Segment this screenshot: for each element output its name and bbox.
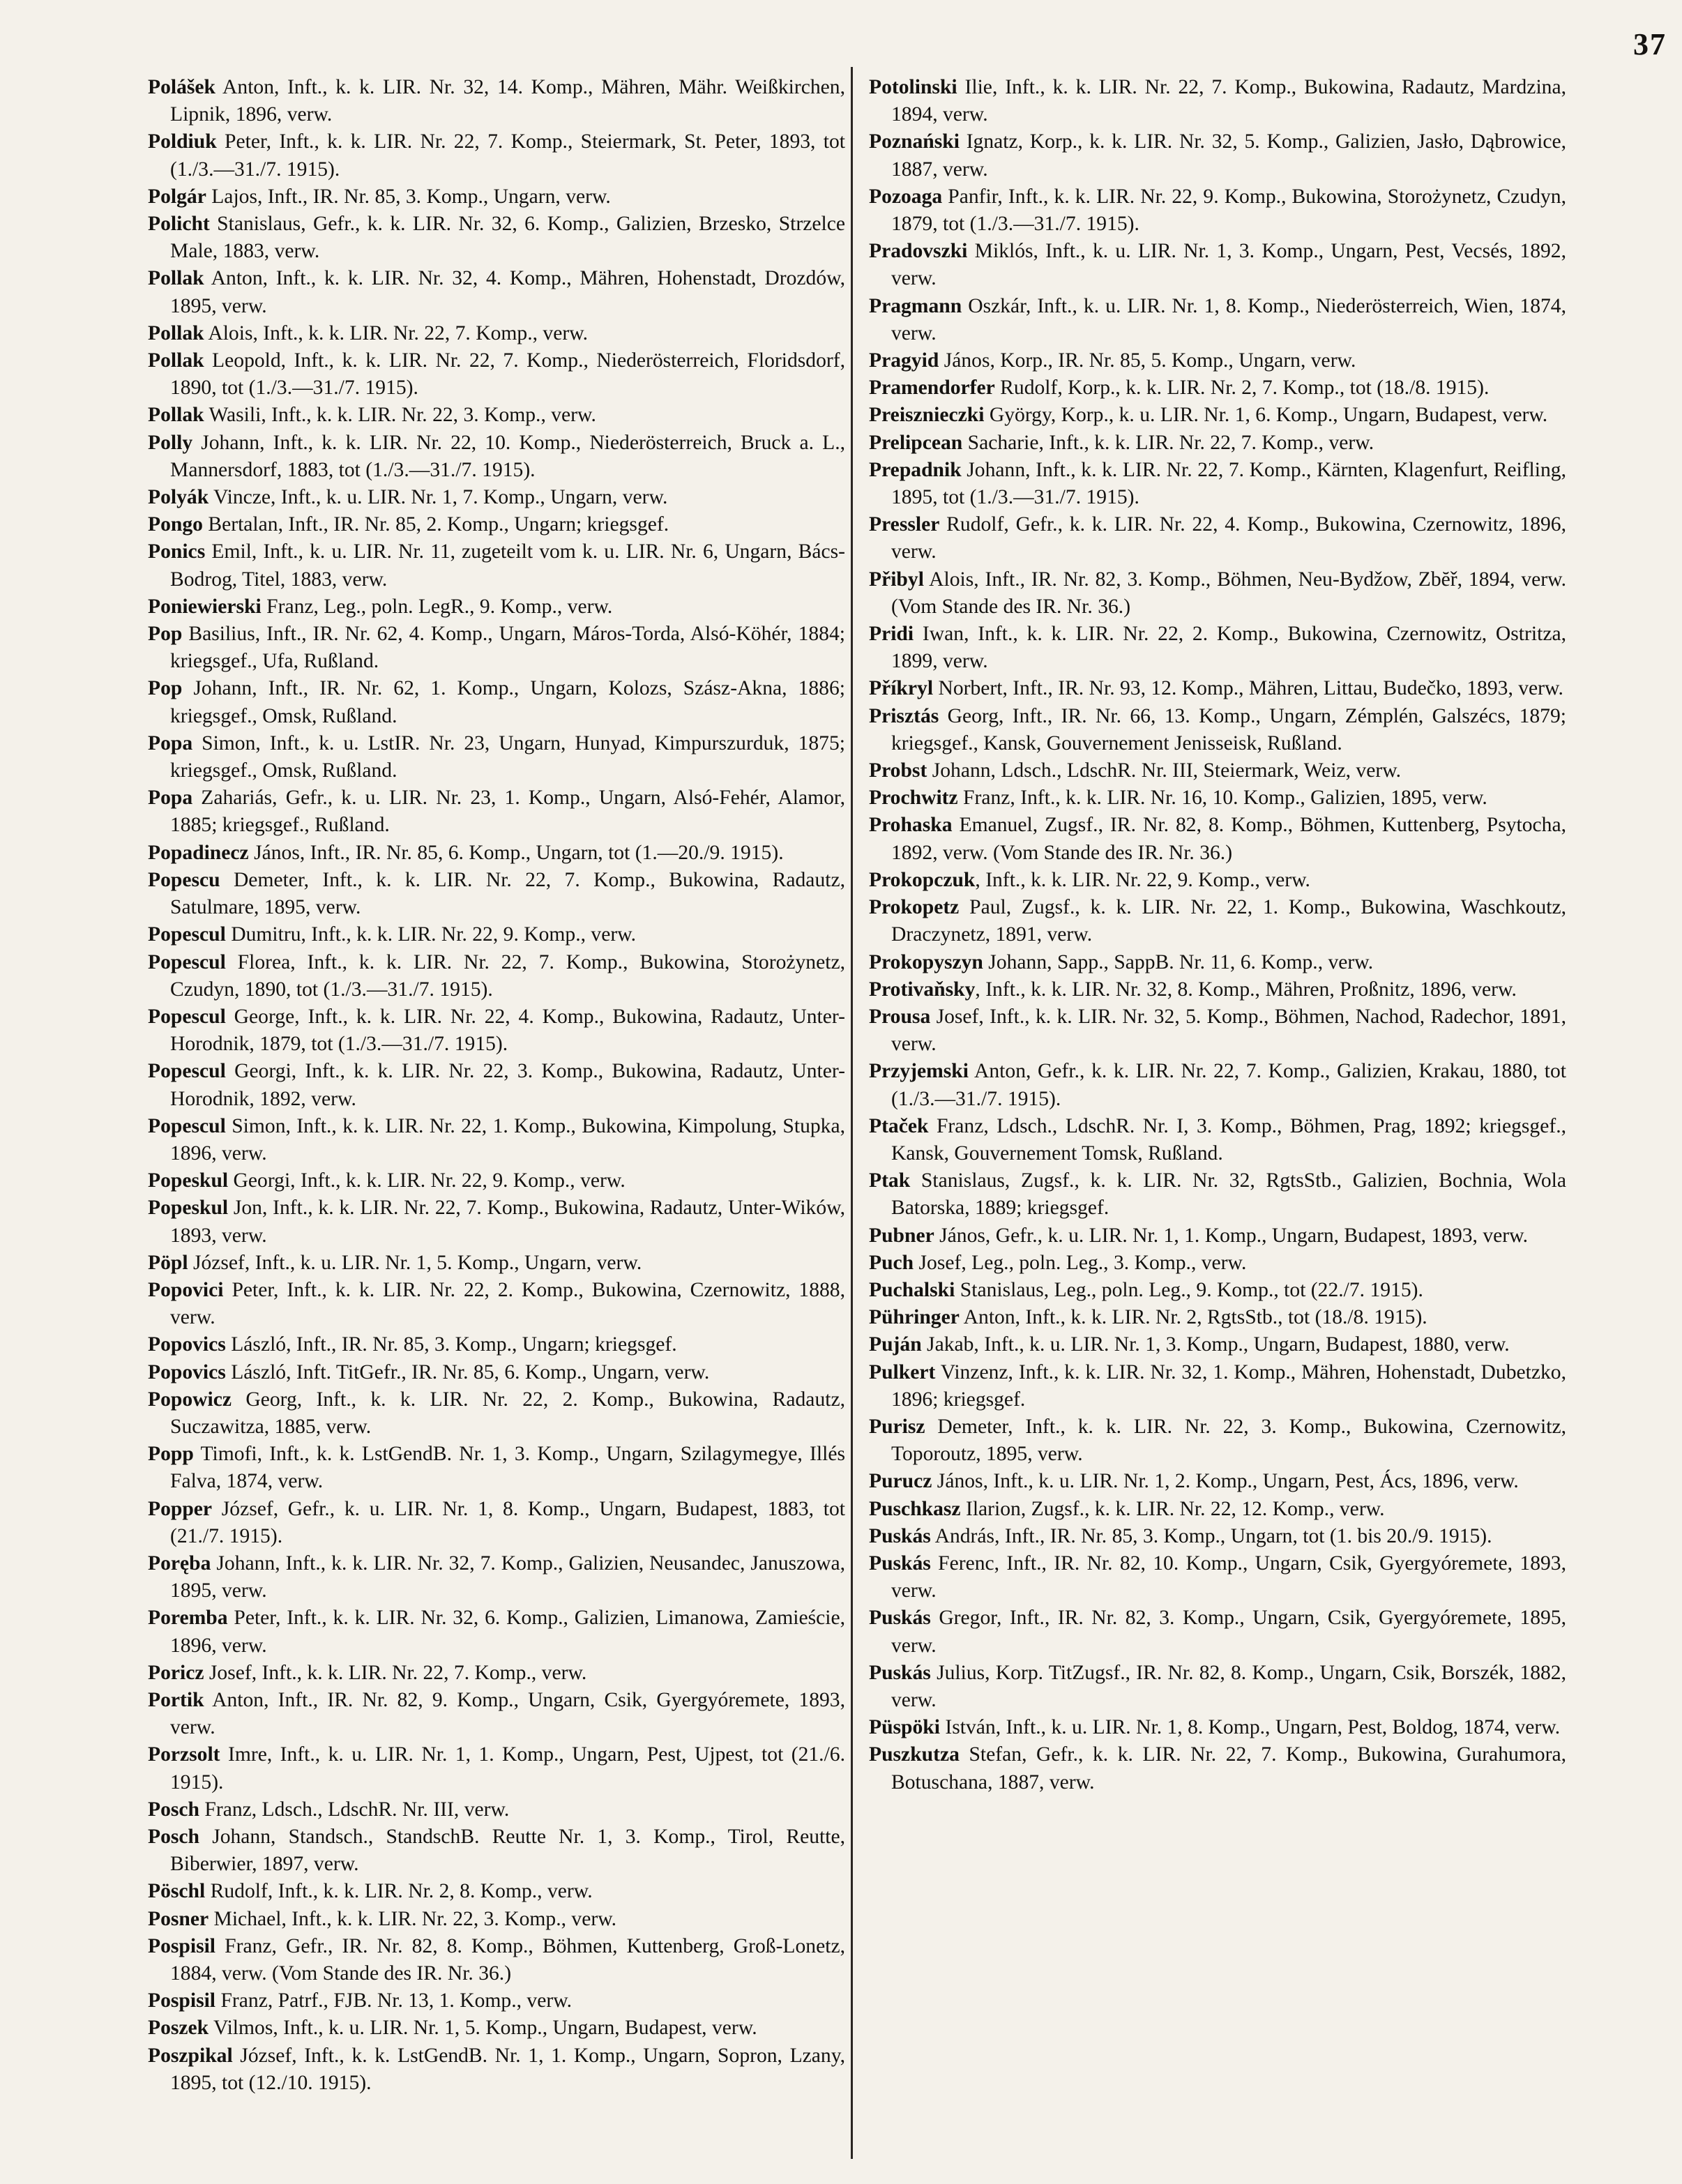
entry-surname: Pragmann (869, 294, 962, 317)
entry-surname: Popovics (148, 1333, 226, 1356)
entry-details: Franz, Gefr., IR. Nr. 82, 8. Komp., Böhmen, Kuttenberg, Groß-Lonetz, 1884, verw. (Vom Stande des IR. Nr. 36.) (170, 1934, 845, 1985)
list-entry (148, 1113, 845, 1167)
list-entry (148, 1906, 845, 1933)
list-entry (148, 1933, 845, 1987)
entry-details: , Inft., k. k. LIR. Nr. 22, 9. Komp., verw. (975, 868, 1310, 891)
entry-surname: Prelipcean (869, 431, 963, 454)
entry-surname: Ptak (869, 1169, 911, 1192)
list-entry (148, 730, 845, 784)
list-entry (869, 812, 1566, 866)
list-entry (148, 1058, 845, 1112)
entry-details: József, Gefr., k. u. LIR. Nr. 1, 8. Komp., Ungarn, Budapest, 1883, tot (21./7. 1915). (170, 1497, 845, 1547)
entry-details: Emanuel, Zugsf., IR. Nr. 82, 8. Komp., Böhmen, Kuttenberg, Psytocha, 1892, verw. (Vom Stande des IR. Nr. 36.) (891, 814, 1566, 864)
entry-surname: Pramendorfer (869, 377, 995, 400)
list-entry (148, 538, 845, 593)
list-entry (869, 1523, 1566, 1550)
entry-surname: Poszek (148, 2017, 209, 2040)
entry-details: Stefan, Gefr., k. k. LIR. Nr. 22, 7. Komp., Bukowina, Gurahumora, Botuschana, 1887, verw. (891, 1743, 1566, 1794)
entry-details: Imre, Inft., k. u. LIR. Nr. 1, 1. Komp., Ungarn, Pest, Ujpest, tot (21./6. 1915). (170, 1743, 845, 1794)
list-entry (869, 128, 1566, 183)
entry-details: Peter, Inft., k. k. LIR. Nr. 32, 6. Komp., Galizien, Limanowa, Zamieście, 1896, verw. (170, 1607, 845, 1657)
list-entry (148, 128, 845, 183)
entry-surname: Protivaňsky (869, 978, 976, 1001)
entry-surname: Prousa (869, 1005, 931, 1028)
entry-surname: Popa (148, 787, 193, 810)
entry-surname: Porzsolt (148, 1743, 220, 1766)
entry-surname: Puschkasz (869, 1497, 961, 1520)
entry-surname: Popeskul (148, 1169, 229, 1192)
entry-details: Demeter, Inft., k. k. LIR. Nr. 22, 7. Komp., Bukowina, Radautz, Satulmare, 1895, verw. (170, 868, 845, 919)
entry-details: Sacharie, Inft., k. k. LIR. Nr. 22, 7. Komp., verw. (962, 431, 1374, 454)
list-entry (869, 293, 1566, 347)
list-entry (148, 867, 845, 921)
entry-details: Basilius, Inft., IR. Nr. 62, 4. Komp., Ungarn, Máros-Torda, Alsó-Köhér, 1884; kriegsgef., Ufa, Rußland. (170, 623, 845, 673)
list-entry (148, 1441, 845, 1495)
entry-surname: Popescul (148, 1005, 226, 1028)
list-entry (869, 703, 1566, 757)
list-entry (869, 757, 1566, 784)
list-entry (869, 894, 1566, 948)
entry-surname: Popper (148, 1497, 213, 1520)
entry-surname: Pulkert (869, 1360, 936, 1383)
entry-details: Anton, Inft., IR. Nr. 82, 9. Komp., Ungarn, Csik, Gyergyóremete, 1893, verw. (170, 1688, 845, 1739)
entry-surname: Pollak (148, 267, 204, 290)
entry-surname: Poniewierski (148, 595, 262, 618)
entry-surname: Polyák (148, 486, 209, 509)
entry-details: Anton, Gefr., k. k. LIR. Nr. 22, 7. Komp., Galizien, Krakau, 1880, tot (1./3.—31./7. 1915). (891, 1060, 1566, 1110)
entry-surname: Popowicz (148, 1388, 232, 1411)
entry-surname: Posner (148, 1907, 209, 1930)
entry-details: Johann, Ldsch., LdschR. Nr. III, Steiermark, Weiz, verw. (927, 759, 1402, 782)
list-entry (869, 1250, 1566, 1277)
entry-details: Simon, Inft., k. u. LstIR. Nr. 23, Ungarn, Hunyad, Kimpurszurduk, 1875; kriegsgef., Omsk, Rußland. (170, 731, 845, 782)
list-entry (148, 949, 845, 1003)
list-entry (869, 347, 1566, 374)
entry-details: Peter, Inft., k. k. LIR. Nr. 22, 2. Komp., Bukowina, Czernowitz, 1888, verw. (170, 1278, 845, 1329)
list-entry (869, 1277, 1566, 1304)
entry-surname: Prohaska (869, 814, 953, 837)
entry-details: Johann, Inft., k. k. LIR. Nr. 22, 7. Komp., Kärnten, Klagenfurt, Reifling, 1895, tot (1./3.—31./7. 1915). (891, 458, 1566, 509)
entry-details: Ilarion, Zugsf., k. k. LIR. Nr. 22, 12. Komp., verw. (960, 1497, 1385, 1520)
entry-details: Leopold, Inft., k. k. LIR. Nr. 22, 7. Komp., Niederösterreich, Floridsdorf, 1890, tot (1./3.—31./7. 1915). (170, 349, 845, 400)
list-entry (148, 1386, 845, 1441)
entry-surname: Poremba (148, 1607, 228, 1630)
list-entry (148, 1250, 845, 1277)
list-entry (869, 1741, 1566, 1796)
entry-details: Ferenc, Inft., IR. Nr. 82, 10. Komp., Ungarn, Csik, Gyergyóremete, 1893, verw. (891, 1552, 1566, 1602)
entry-surname: Purucz (869, 1470, 932, 1493)
entry-details: Josef, Inft., k. k. LIR. Nr. 22, 7. Komp., verw. (204, 1661, 587, 1684)
entry-details: Josef, Leg., poln. Leg., 3. Komp., verw. (914, 1251, 1247, 1274)
list-entry (869, 1359, 1566, 1413)
entry-surname: Popovics (148, 1360, 226, 1383)
left-column (148, 74, 845, 2097)
entry-details: József, Inft., k. u. LIR. Nr. 1, 5. Komp., Ungarn, verw. (188, 1251, 642, 1274)
list-entry (148, 320, 845, 347)
entry-details: Peter, Inft., k. k. LIR. Nr. 22, 7. Komp., Steiermark, St. Peter, 1893, tot (1./3.—31./7. 1915). (170, 130, 845, 181)
entry-details: Emil, Inft., k. u. LIR. Nr. 11, zugeteilt vom k. u. LIR. Nr. 6, Ungarn, Bács-Bodrog, Titel, 1883, verw. (170, 540, 845, 591)
list-entry (869, 1660, 1566, 1714)
list-entry (148, 1167, 845, 1195)
list-entry (148, 1987, 845, 2015)
entry-details: Simon, Inft., k. k. LIR. Nr. 22, 1. Komp., Bukowina, Kimpolung, Stupka, 1896, verw. (170, 1114, 845, 1165)
list-entry (148, 347, 845, 402)
list-entry (148, 430, 845, 484)
entry-surname: Püspöki (869, 1716, 940, 1739)
list-entry (148, 1331, 845, 1358)
entry-surname: Preisznieczki (869, 404, 985, 427)
entry-details: Gregor, Inft., IR. Nr. 82, 3. Komp., Ungarn, Csik, Gyergyóremete, 1895, verw. (891, 1607, 1566, 1657)
list-entry (869, 566, 1566, 621)
entry-details: Miklós, Inft., k. u. LIR. Nr. 1, 3. Komp., Ungarn, Pest, Vecsés, 1892, verw. (891, 240, 1566, 290)
entry-details: Vinzenz, Inft., k. k. LIR. Nr. 32, 1. Komp., Mähren, Hohenstadt, Dubetzko, 1896; kriegsgef. (891, 1360, 1566, 1411)
entry-details: Jon, Inft., k. k. LIR. Nr. 22, 7. Komp., Bukowina, Radautz, Unter-Wików, 1893, verw. (170, 1197, 845, 1247)
entry-surname: Prepadnik (869, 458, 962, 481)
entry-details: Franz, Patrf., FJB. Nr. 13, 1. Komp., verw. (215, 1989, 573, 2012)
entry-details: Demeter, Inft., k. k. LIR. Nr. 22, 3. Komp., Bukowina, Czernowitz, Toporoutz, 1895, verw. (891, 1415, 1566, 1466)
entry-details: Michael, Inft., k. k. LIR. Nr. 22, 3. Komp., verw. (209, 1907, 617, 1930)
entry-surname: Puskás (869, 1552, 931, 1575)
entry-surname: Pubner (869, 1224, 934, 1247)
entry-surname: Policht (148, 213, 210, 236)
entry-surname: Příkryl (869, 677, 934, 700)
entry-details: Johann, Inft., IR. Nr. 62, 1. Komp., Ungarn, Kolozs, Szász-Akna, 1886; kriegsgef., Omsk, Rußland. (170, 677, 845, 727)
entry-details: Oszkár, Inft., k. u. LIR. Nr. 1, 8. Komp., Niederösterreich, Wien, 1874, verw. (891, 294, 1566, 344)
entry-surname: Pöschl (148, 1880, 206, 1903)
entry-surname: Posch (148, 1798, 199, 1821)
entry-surname: Puch (869, 1251, 914, 1274)
entry-surname: Polly (148, 431, 193, 454)
entry-details: Lajos, Inft., IR. Nr. 85, 3. Komp., Ungarn, verw. (206, 185, 611, 208)
list-entry (148, 621, 845, 675)
list-entry (869, 1113, 1566, 1167)
list-entry (148, 1660, 845, 1687)
entry-details: Georgi, Inft., k. k. LIR. Nr. 22, 9. Komp., verw. (228, 1169, 626, 1192)
list-entry (148, 2042, 845, 2097)
entry-details: György, Korp., k. u. LIR. Nr. 1, 6. Komp., Ungarn, Budapest, verw. (984, 404, 1548, 427)
list-entry (869, 976, 1566, 1003)
entry-surname: Popescu (148, 868, 220, 891)
entry-details: Johann, Standsch., StandschB. Reutte Nr. 1, 3. Komp., Tirol, Reutte, Biberwier, 1897, verw. (170, 1826, 845, 1876)
entry-surname: Pongo (148, 513, 203, 536)
entry-surname: Pospisil (148, 1934, 216, 1957)
entry-surname: Poldiuk (148, 130, 217, 153)
entry-surname: Przyjemski (869, 1060, 969, 1083)
entry-surname: Popescul (148, 923, 226, 946)
entry-surname: Puchalski (869, 1278, 955, 1301)
list-entry (869, 1413, 1566, 1468)
entry-surname: Pop (148, 623, 183, 646)
list-entry (869, 1331, 1566, 1358)
list-entry (148, 402, 845, 429)
entry-surname: Ponics (148, 540, 206, 563)
entry-surname: Prisztás (869, 704, 939, 727)
entry-surname: Polášek (148, 76, 216, 98)
entry-surname: Potolinski (869, 76, 957, 98)
entry-details: József, Inft., k. k. LstGendB. Nr. 1, 1. Komp., Ungarn, Sopron, Lzany, 1895, tot (12./10. 1915). (170, 2044, 845, 2094)
list-entry (869, 949, 1566, 976)
list-entry (148, 183, 845, 211)
entry-details: Josef, Inft., k. k. LIR. Nr. 32, 5. Komp., Böhmen, Nachod, Radechor, 1891, verw. (891, 1005, 1566, 1056)
entry-details: Rudolf, Korp., k. k. LIR. Nr. 2, 7. Komp., tot (18./8. 1915). (994, 377, 1490, 400)
column-divider (851, 67, 853, 2159)
list-entry (869, 183, 1566, 238)
entry-details: Johann, Sapp., SappB. Nr. 11, 6. Komp., verw. (983, 950, 1374, 973)
list-entry (148, 1687, 845, 1741)
entry-surname: Popeskul (148, 1197, 229, 1220)
entry-surname: Pollak (148, 404, 204, 427)
right-column (869, 74, 1566, 1796)
entry-surname: Pollak (148, 349, 204, 372)
entry-surname: Poręba (148, 1552, 211, 1575)
list-entry (869, 784, 1566, 812)
entry-details: László, Inft., IR. Nr. 85, 3. Komp., Ungarn; kriegsgef. (225, 1333, 677, 1356)
entry-surname: Posch (148, 1826, 199, 1848)
entry-details: János, Inft., IR. Nr. 85, 6. Komp., Ungarn, tot (1.—20./9. 1915). (248, 841, 784, 864)
list-entry (869, 402, 1566, 429)
entry-surname: Prokopczuk (869, 868, 976, 891)
entry-details: Georgi, Inft., k. k. LIR. Nr. 22, 3. Komp., Bukowina, Radautz, Unter-Horodnik, 1892, verw. (170, 1060, 845, 1110)
entry-details: Rudolf, Inft., k. k. LIR. Nr. 2, 8. Komp., verw. (205, 1880, 593, 1903)
list-entry (148, 265, 845, 319)
entry-surname: Popescul (148, 950, 226, 973)
entry-details: János, Korp., IR. Nr. 85, 5. Komp., Ungarn, verw. (939, 349, 1356, 372)
list-entry (148, 1496, 845, 1550)
entry-surname: Popa (148, 731, 193, 754)
entry-details: Johann, Inft., k. k. LIR. Nr. 22, 10. Komp., Niederösterreich, Bruck a. L., Mannersdorf, 1883, tot (1./3.—31./7. 1915). (170, 431, 845, 481)
list-entry (869, 1167, 1566, 1222)
entry-surname: Přibyl (869, 568, 924, 591)
entry-details: Franz, Inft., k. k. LIR. Nr. 16, 10. Komp., Galizien, 1895, verw. (957, 787, 1487, 810)
list-entry (148, 1195, 845, 1249)
entry-surname: Prochwitz (869, 787, 958, 810)
list-entry (148, 1878, 845, 1905)
entry-details: , Inft., k. k. LIR. Nr. 32, 8. Komp., Mähren, Proßnitz, 1896, verw. (975, 978, 1517, 1001)
entry-details: Alois, Inft., k. k. LIR. Nr. 22, 7. Komp., verw. (204, 321, 589, 344)
list-entry (869, 867, 1566, 894)
entry-details: Stanislaus, Leg., poln. Leg., 9. Komp., tot (22./7. 1915). (955, 1278, 1423, 1301)
entry-surname: Pühringer (869, 1306, 960, 1329)
list-entry (148, 484, 845, 511)
entry-details: Rudolf, Gefr., k. k. LIR. Nr. 22, 4. Komp., Bukowina, Czernowitz, 1896, verw. (891, 513, 1566, 563)
entry-details: Jakab, Inft., k. u. LIR. Nr. 1, 3. Komp., Ungarn, Budapest, 1880, verw. (921, 1333, 1510, 1356)
list-entry (148, 840, 845, 867)
entry-surname: Puskás (869, 1607, 931, 1630)
entry-details: Anton, Inft., k. k. LIR. Nr. 2, RgtsStb., tot (18./8. 1915). (959, 1306, 1427, 1329)
entry-details: Timofi, Inft., k. k. LstGendB. Nr. 1, 3. Komp., Ungarn, Szilagymegye, Illés Falva, 1874, verw. (170, 1443, 845, 1493)
entry-details: János, Inft., k. u. LIR. Nr. 1, 2. Komp., Ungarn, Pest, Ács, 1896, verw. (932, 1470, 1519, 1493)
entry-details: Florea, Inft., k. k. LIR. Nr. 22, 7. Komp., Bukowina, Storożynetz, Czudyn, 1890, tot (1./3.—31./7. 1915). (170, 950, 845, 1001)
entry-details: István, Inft., k. u. LIR. Nr. 1, 8. Komp., Ungarn, Pest, Boldog, 1874, verw. (940, 1716, 1561, 1739)
list-entry (148, 1823, 845, 1878)
entry-surname: Prokopyszyn (869, 950, 983, 973)
entry-details: Zahariás, Gefr., k. u. LIR. Nr. 23, 1. Komp., Ungarn, Alsó-Fehér, Alamor, 1885; kriegsgef., Rußland. (170, 787, 845, 837)
list-entry (869, 1550, 1566, 1605)
entry-details: Ignatz, Korp., k. k. LIR. Nr. 32, 5. Komp., Galizien, Jasło, Dąbrowice, 1887, verw. (891, 130, 1566, 181)
entry-surname: Puszkutza (869, 1743, 960, 1766)
entry-surname: Puján (869, 1333, 922, 1356)
entry-details: George, Inft., k. k. LIR. Nr. 22, 4. Komp., Bukowina, Radautz, Unter-Horodnik, 1879, tot (1./3.—31./7. 1915). (170, 1005, 845, 1056)
entry-surname: Puskás (869, 1524, 931, 1547)
list-entry (869, 1304, 1566, 1331)
list-entry (869, 430, 1566, 457)
entry-surname: Poznański (869, 130, 960, 153)
entry-details: János, Gefr., k. u. LIR. Nr. 1, 1. Komp., Ungarn, Budapest, 1893, verw. (934, 1224, 1528, 1247)
entry-details: Alois, Inft., IR. Nr. 82, 3. Komp., Böhmen, Neu-Bydžow, Zbĕř, 1894, verw. (Vom Stande des IR. Nr. 36.) (891, 568, 1566, 618)
entry-details: Anton, Inft., k. k. LIR. Nr. 32, 14. Komp., Mähren, Mähr. Weißkirchen, Lipnik, 1896, verw. (170, 76, 845, 126)
entry-surname: Polgár (148, 185, 206, 208)
list-entry (869, 675, 1566, 702)
list-entry (148, 784, 845, 839)
entry-details: Vilmos, Inft., k. u. LIR. Nr. 1, 5. Komp., Ungarn, Budapest, verw. (209, 2017, 757, 2040)
entry-details: Dumitru, Inft., k. k. LIR. Nr. 22, 9. Komp., verw. (225, 923, 637, 946)
entry-details: Julius, Korp. TitZugsf., IR. Nr. 82, 8. Komp., Ungarn, Csik, Borszék, 1882, verw. (891, 1661, 1566, 1711)
entry-details: Franz, Leg., poln. LegR., 9. Komp., verw. (261, 595, 613, 618)
list-entry (148, 1605, 845, 1659)
list-entry (148, 921, 845, 948)
entry-surname: Poszpikal (148, 2044, 233, 2067)
entry-details: Anton, Inft., k. k. LIR. Nr. 32, 4. Komp., Mähren, Hohenstadt, Drozdów, 1895, verw. (170, 267, 845, 317)
list-entry (148, 1741, 845, 1796)
entry-surname: Portik (148, 1688, 204, 1711)
entry-details: Stanislaus, Zugsf., k. k. LIR. Nr. 32, RgtsStb., Galizien, Bochnia, Wola Batorska, 1889; kriegsgef. (891, 1169, 1566, 1220)
entry-surname: Pollak (148, 321, 204, 344)
list-entry (869, 1714, 1566, 1741)
entry-surname: Pöpl (148, 1251, 188, 1274)
list-entry (148, 1550, 845, 1605)
list-entry (869, 1058, 1566, 1112)
list-entry (869, 457, 1566, 511)
entry-details: Panfir, Inft., k. k. LIR. Nr. 22, 9. Komp., Bukowina, Storożynetz, Czudyn, 1879, tot (1./3.—31./7. 1915). (891, 185, 1566, 236)
entry-surname: Pragyid (869, 349, 939, 372)
entry-surname: Popp (148, 1443, 194, 1466)
entry-surname: Popescul (148, 1060, 226, 1083)
entry-details: Paul, Zugsf., k. k. LIR. Nr. 22, 1. Komp., Bukowina, Waschkoutz, Draczynetz, 1891, verw. (891, 896, 1566, 946)
entry-surname: Ptaček (869, 1114, 929, 1137)
entry-details: Bertalan, Inft., IR. Nr. 85, 2. Komp., Ungarn; kriegsgef. (202, 513, 669, 536)
entry-surname: Popovici (148, 1278, 224, 1301)
list-entry (869, 511, 1566, 566)
entry-details: Ilie, Inft., k. k. LIR. Nr. 22, 7. Komp., Bukowina, Radautz, Mardzina, 1894, verw. (891, 76, 1566, 126)
list-entry (148, 1003, 845, 1058)
entry-details: Wasili, Inft., k. k. LIR. Nr. 22, 3. Komp., verw. (204, 404, 596, 427)
entry-details: Iwan, Inft., k. k. LIR. Nr. 22, 2. Komp., Bukowina, Czernowitz, Ostritza, 1899, verw. (891, 623, 1566, 673)
list-entry (148, 2015, 845, 2042)
entry-details: László, Inft. TitGefr., IR. Nr. 85, 6. Komp., Ungarn, verw. (225, 1360, 710, 1383)
entry-surname: Pozoaga (869, 185, 943, 208)
list-entry (148, 211, 845, 265)
list-entry (148, 511, 845, 538)
list-entry (148, 1796, 845, 1823)
list-entry (869, 1222, 1566, 1250)
entry-details: Georg, Inft., IR. Nr. 66, 13. Komp., Ungarn, Zémplén, Galszécs, 1879; kriegsgef., Kansk, Gouvernement Jenisseisk, Rußland. (891, 704, 1566, 754)
list-entry (148, 1277, 845, 1331)
list-entry (148, 675, 845, 729)
entry-surname: Popadinecz (148, 841, 249, 864)
entry-surname: Probst (869, 759, 927, 782)
list-entry (148, 1359, 845, 1386)
entry-details: Johann, Inft., k. k. LIR. Nr. 32, 7. Komp., Galizien, Neusandec, Januszowa, 1895, verw. (170, 1552, 845, 1602)
list-entry (869, 74, 1566, 128)
list-entry (869, 374, 1566, 402)
entry-surname: Popescul (148, 1114, 226, 1137)
list-entry (869, 1605, 1566, 1659)
entry-details: Georg, Inft., k. k. LIR. Nr. 22, 2. Komp., Bukowina, Radautz, Suczawitza, 1885, verw. (170, 1388, 845, 1438)
entry-details: Vincze, Inft., k. u. LIR. Nr. 1, 7. Komp., Ungarn, verw. (209, 486, 668, 509)
entry-surname: Puskás (869, 1661, 931, 1684)
entry-details: Norbert, Inft., IR. Nr. 93, 12. Komp., Mähren, Littau, Budečko, 1893, verw. (933, 677, 1563, 700)
list-entry (869, 1496, 1566, 1523)
list-entry (869, 621, 1566, 675)
entry-surname: Poricz (148, 1661, 204, 1684)
entry-surname: Pressler (869, 513, 940, 536)
entry-details: Stanislaus, Gefr., k. k. LIR. Nr. 32, 6. Komp., Galizien, Brzesko, Strzelce Male, 1883, verw. (170, 213, 845, 263)
list-entry (148, 74, 845, 128)
entry-surname: Prokopetz (869, 896, 960, 919)
entry-surname: Pradovszki (869, 240, 968, 263)
entry-details: András, Inft., IR. Nr. 85, 3. Komp., Ungarn, tot (1. bis 20./9. 1915). (930, 1524, 1492, 1547)
entry-surname: Purisz (869, 1415, 925, 1438)
list-entry (148, 593, 845, 621)
list-entry (869, 238, 1566, 292)
entry-surname: Pop (148, 677, 183, 700)
page-number: 37 (1633, 27, 1667, 61)
entry-details: Franz, Ldsch., LdschR. Nr. I, 3. Komp., Böhmen, Prag, 1892; kriegsgef., Kansk, Gouvernement Tomsk, Rußland. (891, 1114, 1566, 1165)
entry-surname: Pridi (869, 623, 914, 646)
list-entry (869, 1468, 1566, 1495)
entry-details: Franz, Ldsch., LdschR. Nr. III, verw. (199, 1798, 510, 1821)
entry-surname: Pospisil (148, 1989, 216, 2012)
list-entry (869, 1003, 1566, 1058)
